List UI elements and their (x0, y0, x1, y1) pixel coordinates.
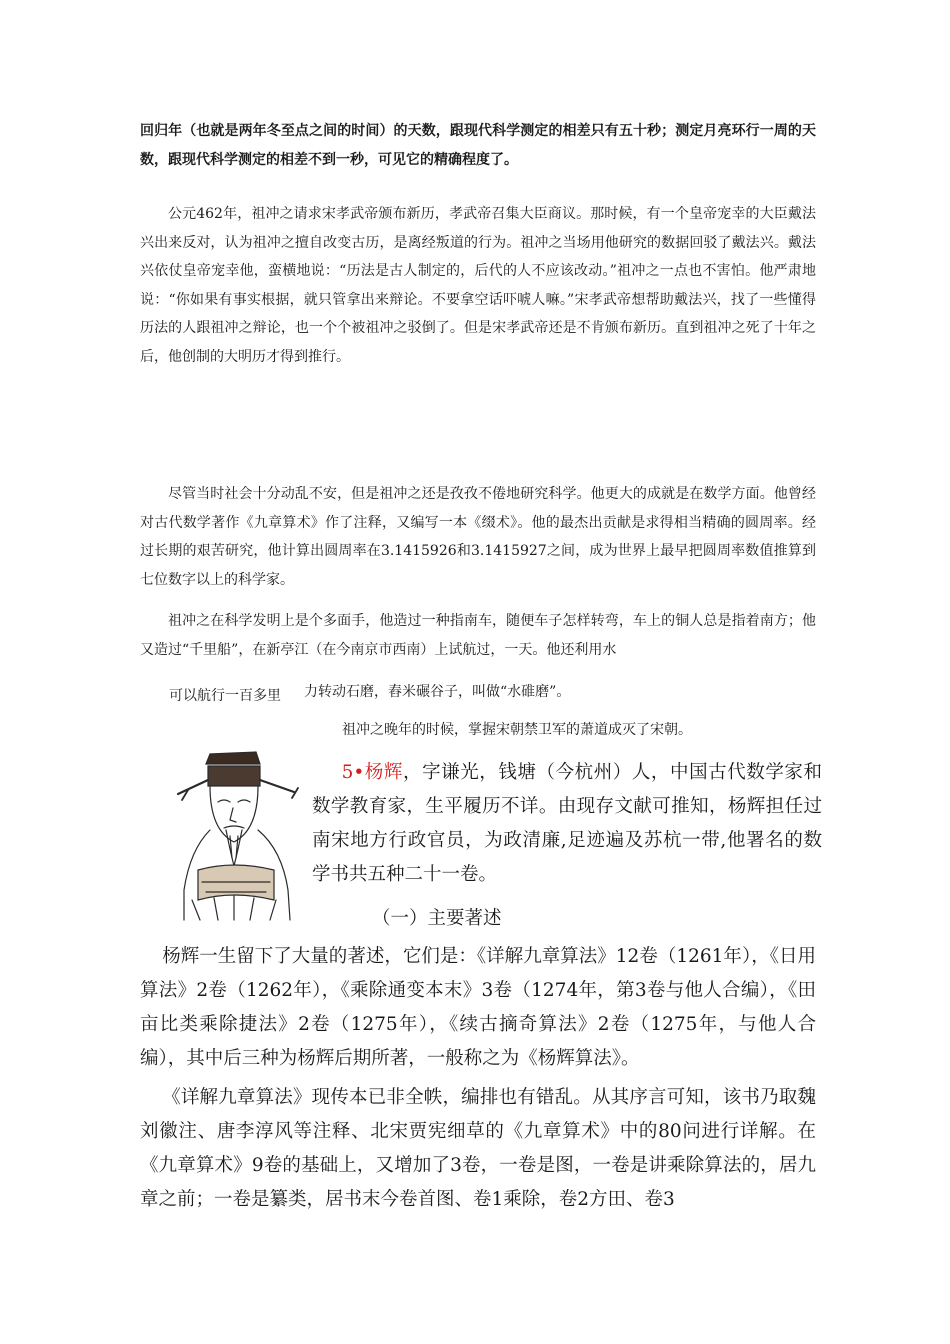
paragraph-pi: 尽管当时社会十分动乱不安，但是祖冲之还是孜孜不倦地研究科学。他更大的成就是在数学方面。他曾经对古代数学著作《九章算术》作了注释，又编写一本《缀术》。他的最杰出贡献是求得相当精确的圆周率。经过长期的艰苦研究，他计算出圆周率在3.1415926和3.1415927之间，成为世界上最早把圆周率数值推算到七位数字以上的科学家。 (140, 486, 816, 588)
yang-hui-heading: 5•杨辉 (341, 762, 403, 783)
inventions-text: 祖冲之在科学发明上是个多面手，他造过一种指南车，随便车子怎样转弯，车上的铜人总是指着南方；他又造过“千里船”，在新亭江（在今南京市西南）上试航过，一天。他还利用水 (140, 613, 816, 658)
yang-hui-intro (312, 756, 822, 892)
yang-hui-portrait (170, 750, 304, 922)
paragraph-late-years: 祖冲之晚年的时候，掌握宋朝禁卫军的萧道成灭了宋朝。 (342, 722, 692, 738)
inventions-text-end: 力转动石磨，舂米碾谷子，叫做“水碓磨”。 (304, 684, 571, 700)
paragraph-detailed-nine-chapters: 《详解九章算法》现传本已非全帙，编排也有错乱。从其序言可知，该书乃取魏刘徽注、唐李淳风等注释、北宋贾宪细草的《九章算术》中的80问进行详解。在《九章算术》9卷的基础上，又增加了3卷，一卷是图，一卷是讲乘除算法的，居九章之前；一卷是纂类，居书末今卷首图、卷1乘除，卷2方田、卷3 (140, 1087, 816, 1210)
paragraph-new-calendar: 公元462年，祖冲之请求宋孝武帝颁布新历，孝武帝召集大臣商议。那时候，有一个皇帝宠幸的大臣戴法兴出来反对，认为祖冲之擅自改变古历，是离经叛道的行为。祖冲之当场用他研究的数据回驳了戴法兴。戴法兴依仗皇帝宠幸他，蛮横地说：“历法是古人制定的，后代的人不应该改动。”祖冲之一点也不害怕。他严肃地说：“你如果有事实根据，就只管拿出来辩论。不要拿空话吓唬人嘛。”宋孝武帝想帮助戴法兴，找了一些懂得历法的人跟祖冲之辩论，也一个个被祖冲之驳倒了。但是宋孝武帝还是不肯颁布新历。直到祖冲之死了十年之后，他创制的大明历才得到推行。 (140, 206, 816, 365)
section-title-main-works: （一）主要著述 (372, 908, 502, 929)
paragraph-tropical-year: 回归年（也就是两年冬至点之间的时间）的天数，跟现代科学测定的相差只有五十秒；测定月亮环行一周的天数，跟现代科学测定的相差不到一秒，可见它的精确程度了。 (140, 123, 816, 168)
paragraph-inventions (140, 607, 816, 664)
inventions-displaced-text: 可以航行一百多里 (169, 688, 281, 704)
yang-hui-intro-text: ，字谦光，钱塘（今杭州）人，中国古代数学家和数学教育家，生平履历不详。由现存文献可推知，杨辉担任过南宋地方行政官员，为政清廉,足迹遍及苏杭一带,他署名的数学书共五种二十一卷。 (312, 762, 822, 885)
paragraph-works-list: 杨辉一生留下了大量的著述，它们是：《详解九章算法》12卷（1261年），《日用算法》2卷（1262年），《乘除通变本末》3卷（1274年，第3卷与他人合编），《田亩比类乘除捷法》2卷（1275年），《续古摘奇算法》2卷（1275年，与他人合编），其中后三种为杨辉后期所著，一般称之为《杨辉算法》。 (140, 946, 816, 1069)
